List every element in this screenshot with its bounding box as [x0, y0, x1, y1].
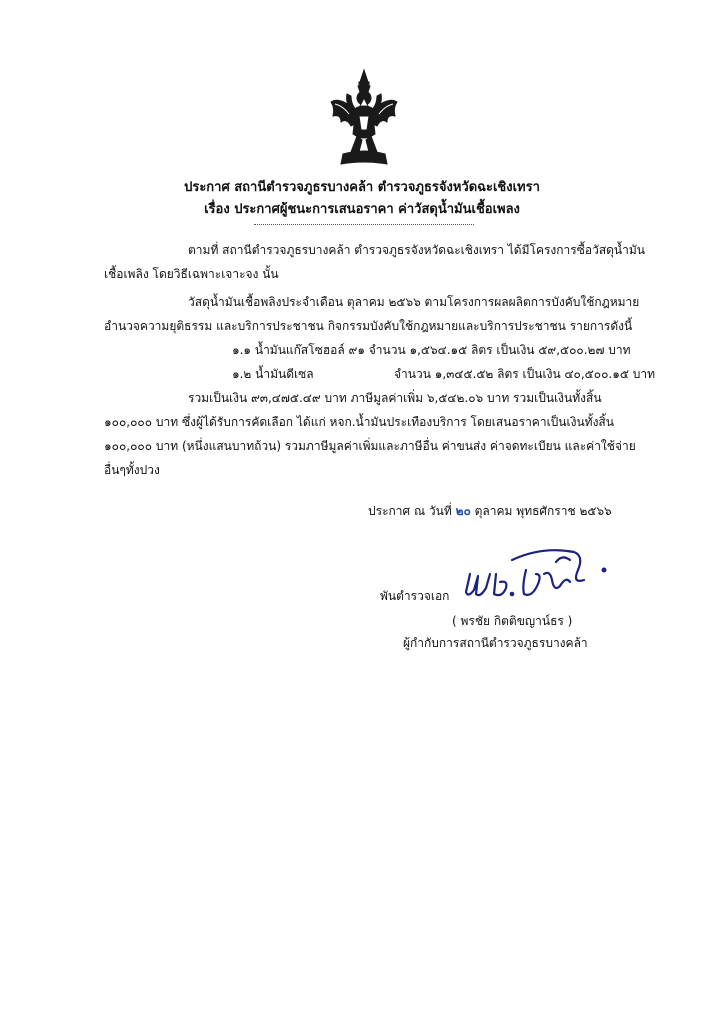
- announcement-date: [368, 502, 612, 521]
- paragraph-2-line-1: วัสดุน้ำมันเชื้อพลิงประจำเดือน ตุลาคม ๒๕๖๖ ตามโครงการผลผลิตการบังคับใช้กฎหมาย: [188, 295, 640, 309]
- paragraph-3-line-1: รวมเป็นเงิน ๙๓,๔๗๕.๔๙ บาท ภาษีมูลค่าเพิ่ม ๖,๕๔๒.๐๖ บาท รวมเป็นเงินทั้งสิ้น: [188, 391, 602, 405]
- list-item-2-label: ๑.๒ น้ำมันดีเซล: [232, 367, 314, 381]
- date-suffix: ตุลาคม พุทธศักราช ๒๕๖๖: [474, 504, 612, 518]
- signatory-rank: พันตำรวจเอก: [380, 589, 450, 603]
- paragraph-1-line-2: เชื้อเพลิง โดยวิธีเฉพาะเจาะจง นั้น: [104, 267, 279, 281]
- list-item-2-detail: จำนวน ๑,๓๔๕.๕๒ ลิตร เป็นเงิน ๔๐,๕๐๐.๑๕ บาท: [394, 367, 655, 381]
- paragraph-2-line-2: อำนวจความยุติธรรม และบริการประชาชน กิจกรรมบังคับใช้กฎหมายและบริการประชาชน รายการดังนี้: [104, 319, 633, 333]
- announcement-heading: ประกาศ สถานีตำรวจภูธรบางคล้า ตำรวจภูธรจังหวัดฉะเชิงเทรา: [184, 180, 540, 195]
- signatory-name: ( พรชัย กิตติขญาน์ธร ): [452, 614, 573, 628]
- list-item-1: ๑.๑ น้ำมันแก๊สโซฮอล์ ๙๑ จำนวน ๑,๕๖๔.๑๕ ลิตร เป็นเงิน ๕๙,๕๐๐.๒๗ บาท: [232, 343, 631, 357]
- date-prefix: ประกาศ ณ วันที่: [368, 504, 452, 518]
- signatory-position: ผู้กำกับการสถานีตำรวจภูธรบางคล้า: [403, 636, 588, 650]
- date-day: ๒๐: [455, 504, 471, 518]
- paragraph-3-line-3: ๑๐๐,๐๐๐ บาท (หนึ่งแสนบาทถ้วน) รวมภาษีมูลค่าเพิ่มและภาษีอื่น ค่าขนส่ง ค่าจดทะเบียน และค่าใช้จ่าย: [104, 439, 636, 453]
- paragraph-1-line-1: ตามที่ สถานีตำรวจภูธรบางคล้า ตำรวจภูธรจังหวัดฉะเชิงเทรา ได้มีโครงการซื้อวัสดุน้ำมัน: [188, 243, 645, 257]
- paragraph-3-line-4: อื่นๆทั้งปวง: [104, 463, 160, 477]
- handwritten-signature: [452, 540, 622, 610]
- paragraph-3-line-2: ๑๐๐,๐๐๐ บาท ซึ่งผู้ได้รับการคัดเลือก ได้แก่ หจก.น้ำมันประเทืองบริการ โดยเสนอราคาเป็นเงินทั้งสิ้น: [104, 415, 614, 429]
- garuda-emblem: [329, 68, 399, 166]
- dotted-divider: [254, 224, 474, 225]
- announcement-subject: เรื่อง ประกาศผู้ชนะการเสนอราคา ค่าวัสดุน้ำมันเชื้อเพลง: [204, 202, 520, 217]
